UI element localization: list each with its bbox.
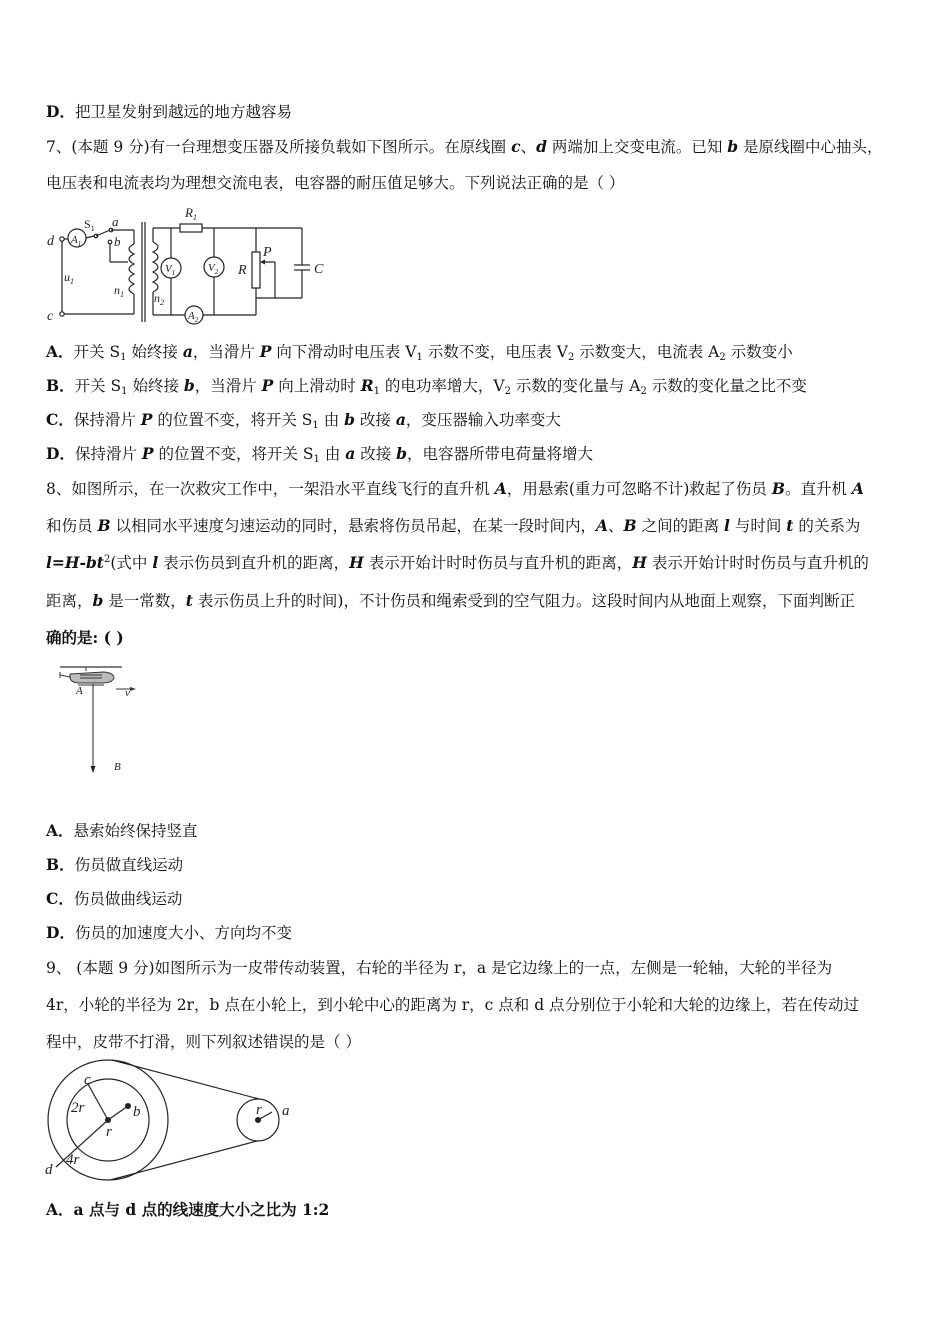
- text-segment: A．: [46, 821, 74, 840]
- q8-option-b: [46, 855, 908, 875]
- q9-stem-line-1: [46, 958, 908, 978]
- q7-transformer-circuit-diagram: [44, 204, 344, 329]
- text-segment: b: [344, 410, 355, 429]
- text-segment: 。直升机: [784, 480, 852, 498]
- text-segment: B: [623, 516, 637, 535]
- text-segment: 改接: [355, 411, 396, 429]
- q7-option-d: [46, 444, 908, 464]
- q9-option-a: [46, 1200, 908, 1220]
- voltage-u1-label: $u_1$: [64, 270, 74, 286]
- text-segment: b: [92, 591, 104, 610]
- terminal-d-label: d: [47, 234, 54, 249]
- text-segment: 悬索始终保持竖直: [73, 822, 198, 840]
- text-segment: 向下滑动时电压表 V: [271, 343, 417, 361]
- text-segment: a: [182, 342, 193, 361]
- point-b-label: b: [133, 1104, 141, 1120]
- text-segment: (式中: [110, 554, 153, 572]
- text-segment: A: [494, 479, 507, 498]
- text-segment: 由: [318, 411, 345, 429]
- text-segment: 1: [121, 386, 128, 397]
- text-segment: 向上滑动时: [273, 377, 361, 395]
- radius-2r-label: 2r: [71, 1100, 85, 1116]
- text-segment: 以相同水平速度匀速运动的同时，悬索将伤员吊起，在某一段时间内，: [110, 517, 596, 535]
- text-segment: P: [261, 376, 274, 395]
- text-segment: 1: [416, 352, 423, 363]
- text-segment: 1: [313, 454, 320, 465]
- velocity-v-label: v: [125, 687, 130, 699]
- text-segment: t: [786, 516, 794, 535]
- text-segment: l: [724, 516, 730, 535]
- text-segment: H: [349, 553, 364, 572]
- capacitor-c-label: C: [314, 262, 324, 277]
- q8-stem-line-5: [46, 628, 908, 648]
- q8-option-a: [46, 821, 908, 841]
- q7-option-c: [46, 410, 908, 430]
- text-segment: ，变压器输入功率变大: [405, 411, 561, 429]
- terminal-c-label: c: [47, 309, 54, 324]
- q8-stem-line-1: [46, 479, 908, 499]
- text-segment: A．: [46, 1200, 74, 1219]
- slider-p-label: P: [263, 245, 272, 260]
- text-segment: t: [185, 591, 193, 610]
- text-segment: P: [259, 342, 272, 361]
- text-segment: 示数不变，电压表 V: [422, 343, 568, 361]
- text-segment: 保持滑片: [73, 411, 141, 429]
- text-segment: b: [183, 376, 195, 395]
- text-segment: 是一常数，: [103, 592, 186, 610]
- text-segment: B: [771, 479, 785, 498]
- q8-stem-line-4: [46, 591, 908, 611]
- q7-option-b: [46, 376, 908, 396]
- text-segment: P: [140, 410, 153, 429]
- text-segment: 1: [312, 420, 319, 431]
- text-segment: b: [727, 137, 739, 156]
- text-segment: 2: [640, 386, 647, 397]
- q7-stem-line-1: [46, 137, 908, 157]
- text-segment: 伤员做曲线运动: [73, 890, 183, 908]
- text-segment: C．: [46, 889, 74, 908]
- text-segment: ，当滑片: [192, 343, 260, 361]
- text-segment: 两端加上交变电流。已知: [546, 138, 728, 156]
- casualty-b-label: B: [114, 761, 121, 773]
- q8-stem-line-3: [46, 553, 908, 573]
- text-segment: 改接: [355, 445, 397, 463]
- text-segment: C．: [46, 410, 74, 429]
- text-segment: 示数变大，电流表 A: [574, 343, 720, 361]
- text-segment: 和伤员: [46, 517, 98, 535]
- text-segment: ，用悬索(重力可忽略不计)救起了伤员: [506, 480, 772, 498]
- text-segment: 的关系为: [793, 517, 861, 535]
- text-segment: 表示伤员到直升机的距离，: [158, 554, 350, 572]
- text-segment: A: [851, 479, 864, 498]
- text-segment: a: [395, 410, 406, 429]
- q9-stem-line-3: [46, 1032, 908, 1052]
- text-segment: 9、 (本题 9 分)如图所示为一皮带传动装置，右轮的半径为 r，a 是它边缘上的一点，左侧是一轮轴，大轮的半径为: [46, 959, 833, 977]
- text-segment: D．: [46, 444, 75, 463]
- ammeter-a2-label: $A_2$: [188, 310, 199, 324]
- text-segment: 的位置不变，将开关 S: [153, 445, 314, 463]
- text-segment: a 点与 d 点的线速度大小之比为 1:2: [73, 1200, 330, 1219]
- q8-stem-line-2: [46, 516, 908, 536]
- text-segment: 2: [103, 554, 111, 565]
- text-segment: A: [595, 516, 609, 535]
- text-segment: P: [141, 444, 154, 463]
- q6-option-d: [46, 102, 908, 122]
- text-segment: 之间的距离: [636, 517, 724, 535]
- text-segment: 的电功率增大，V: [379, 377, 505, 395]
- helicopter-a-label: A: [76, 685, 83, 697]
- text-segment: 1: [373, 386, 380, 397]
- point-c-label: c: [84, 1072, 91, 1088]
- text-segment: 7、(本题 9 分)有一台理想变压器及所接负载如下图所示。在原线圈: [46, 138, 512, 156]
- text-segment: 示数变小: [725, 343, 793, 361]
- q9-belt-drive-diagram: [40, 1060, 300, 1180]
- text-segment: ，当滑片: [194, 377, 262, 395]
- point-a-label: a: [282, 1103, 290, 1119]
- text-segment: H: [632, 553, 647, 572]
- ammeter-a1-label: $A_1$: [71, 234, 82, 248]
- helicopter-icon: [60, 667, 122, 685]
- text-segment: 表示开始计时时伤员与直升机的: [646, 554, 869, 572]
- switch-s1-label: $S_1$: [84, 217, 95, 233]
- q7-stem-line-2: [46, 173, 908, 193]
- text-segment: 表示开始计时时伤员与直升机的距离，: [363, 554, 633, 572]
- text-segment: 示数的变化量之比不变: [646, 377, 807, 395]
- q8-helicopter-rescue-diagram: [56, 662, 166, 782]
- text-segment: 示数的变化量与 A: [510, 377, 641, 395]
- text-segment: 电压表和电流表均为理想交流电表，电容器的耐压值足够大。下列说法正确的是（ ）: [46, 174, 625, 192]
- rheostat-r-label: R: [238, 263, 247, 278]
- text-segment: R: [360, 376, 374, 395]
- q9-stem-line-2: [46, 995, 908, 1015]
- text-segment: 开关 S: [73, 343, 121, 361]
- text-segment: 是原线圈中心抽头，: [738, 138, 883, 156]
- text-segment: b: [396, 444, 408, 463]
- text-segment: 表示伤员上升的时间)，不计伤员和绳索受到的空气阻力。这段时间内从地面上观察，下面判断正: [192, 592, 855, 610]
- text-segment: 2: [504, 386, 511, 397]
- radius-4r-label: 4r: [66, 1152, 80, 1168]
- text-segment: 保持滑片: [74, 445, 142, 463]
- turns-n1-label: $n_1$: [114, 283, 124, 299]
- text-segment: 伤员做直线运动: [74, 856, 184, 874]
- small-wheel-radius-r-label: r: [256, 1102, 262, 1118]
- text-segment: B．: [46, 855, 75, 874]
- text-segment: D．: [46, 102, 75, 121]
- text-segment: 1: [120, 352, 127, 363]
- q7-option-a: [46, 342, 908, 362]
- text-segment: ，电容器所带电荷量将增大: [407, 445, 594, 463]
- resistor-r1-label: $R_1$: [185, 205, 197, 222]
- text-segment: a: [345, 444, 356, 463]
- text-segment: d: [536, 137, 547, 156]
- text-segment: 程中，皮带不打滑，则下列叙述错误的是（ ）: [46, 1033, 361, 1051]
- text-segment: B．: [46, 376, 75, 395]
- text-segment: 的位置不变，将开关 S: [152, 411, 313, 429]
- text-segment: 始终接: [126, 343, 183, 361]
- text-segment: 把卫星发射到越远的地方越容易: [74, 103, 292, 121]
- radius-r-label: r: [106, 1124, 112, 1140]
- text-segment: 2: [719, 352, 726, 363]
- text-segment: 4r，小轮的半径为 2r，b 点在小轮上，到小轮中心的距离为 r，c 点和 d 点分别位于小轮和大轮的边缘上，若在传动过: [46, 996, 860, 1014]
- text-segment: D．: [46, 923, 75, 942]
- voltmeter-v1-label: $V_1$: [165, 263, 176, 277]
- text-segment: c: [511, 137, 521, 156]
- text-segment: B: [97, 516, 111, 535]
- turns-n2-label: $n_2$: [154, 291, 164, 307]
- text-segment: 、: [608, 517, 624, 535]
- text-segment: 、: [520, 138, 537, 156]
- text-segment: A．: [46, 342, 74, 361]
- q8-option-d: [46, 923, 908, 943]
- text-segment: 伤员的加速度大小、方向均不变: [74, 924, 292, 942]
- text-segment: l: [152, 553, 159, 572]
- voltmeter-v2-label: $V_2$: [208, 262, 219, 276]
- text-segment: 开关 S: [74, 377, 122, 395]
- q8-option-c: [46, 889, 908, 909]
- text-segment: 2: [567, 352, 575, 363]
- point-d-label: d: [45, 1162, 53, 1178]
- text-segment: l=H-bt: [46, 553, 104, 572]
- contact-b-label: b: [114, 234, 121, 249]
- text-segment: 始终接: [127, 377, 184, 395]
- text-segment: 由: [319, 445, 346, 463]
- text-segment: 距离，: [46, 592, 93, 610]
- text-segment: 与时间: [729, 517, 787, 535]
- text-segment: 确的是: ( ): [46, 628, 124, 647]
- contact-a-label: a: [112, 214, 119, 229]
- text-segment: 8、如图所示，在一次救灾工作中，一架沿水平直线飞行的直升机: [46, 480, 495, 498]
